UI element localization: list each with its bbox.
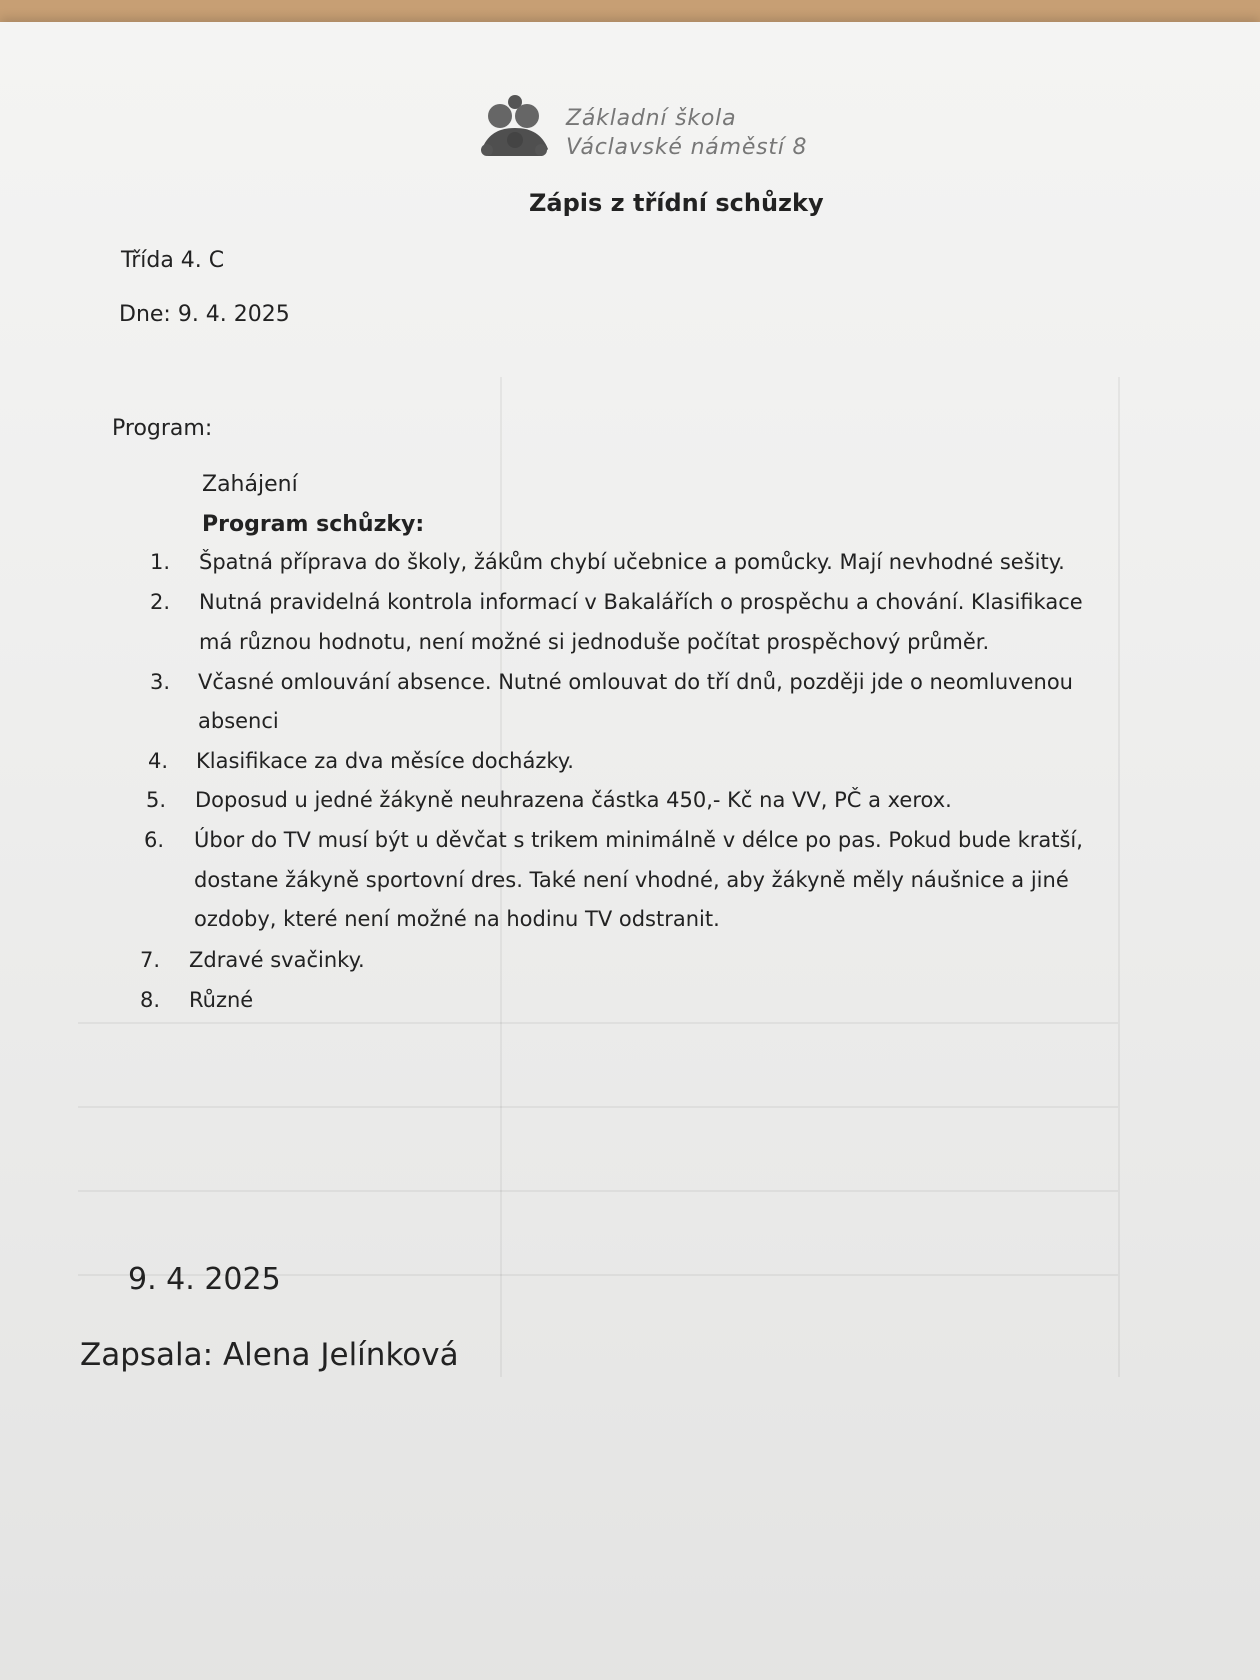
meeting-date: Dne: 9. 4. 2025 xyxy=(119,302,290,327)
agenda-list xyxy=(0,22,1260,1680)
agenda-item-number: 7. xyxy=(140,948,161,972)
agenda-item-text: absenci xyxy=(198,709,279,733)
agenda-item-text: Doposud u jedné žákyně neuhrazena částka 450,- Kč na VV, PČ a xerox. xyxy=(195,788,952,812)
agenda-item-text: Zdravé svačinky. xyxy=(189,948,365,972)
paper-sheet xyxy=(0,22,1260,1680)
agenda-item-number: 2. xyxy=(150,590,171,614)
agenda-item-number: 3. xyxy=(150,670,171,694)
program-label: Program: xyxy=(112,416,213,441)
school-name-line2: Václavské náměstí 8 xyxy=(566,135,808,160)
school-name-line1: Základní škola xyxy=(566,106,737,131)
program-heading: Program schůzky: xyxy=(202,512,425,537)
agenda-item-number: 1. xyxy=(150,550,171,574)
agenda-item-number: 5. xyxy=(146,788,167,812)
agenda-item-text: Včasné omlouvání absence. Nutné omlouvat do tří dnů, později jde o neomluvenou xyxy=(198,670,1073,694)
footer-date: 9. 4. 2025 xyxy=(128,1262,281,1297)
agenda-item-number: 4. xyxy=(148,749,169,773)
writer-signature: Zapsala: Alena Jelínková xyxy=(80,1337,459,1373)
agenda-item-text: dostane žákyně sportovní dres. Také není vhodné, aby žákyně měly náušnice a jiné xyxy=(194,868,1069,892)
class-info: Třída 4. C xyxy=(121,248,225,273)
agenda-item-text: Klasifikace za dva měsíce docházky. xyxy=(196,749,574,773)
agenda-item-text: Úbor do TV musí být u děvčat s trikem minimálně v délce po pas. Pokud bude kratší, xyxy=(194,828,1083,852)
agenda-item-number: 6. xyxy=(144,828,165,852)
agenda-item-text: ozdoby, které není možné na hodinu TV odstranit. xyxy=(194,907,720,931)
agenda-item-text: Nutná pravidelná kontrola informací v Bakalářích o prospěchu a chování. Klasifikace xyxy=(199,590,1083,614)
intro-text: Zahájení xyxy=(202,472,298,497)
agenda-item-text: Různé xyxy=(189,988,254,1012)
agenda-item-text: Špatná příprava do školy, žákům chybí učebnice a pomůcky. Mají nevhodné sešity. xyxy=(199,550,1065,574)
agenda-item-number: 8. xyxy=(140,988,161,1012)
agenda-item-text: má různou hodnotu, není možné si jednoduše počítat prospěchový průměr. xyxy=(199,630,990,654)
document-title: Zápis z třídní schůzky xyxy=(529,189,824,217)
